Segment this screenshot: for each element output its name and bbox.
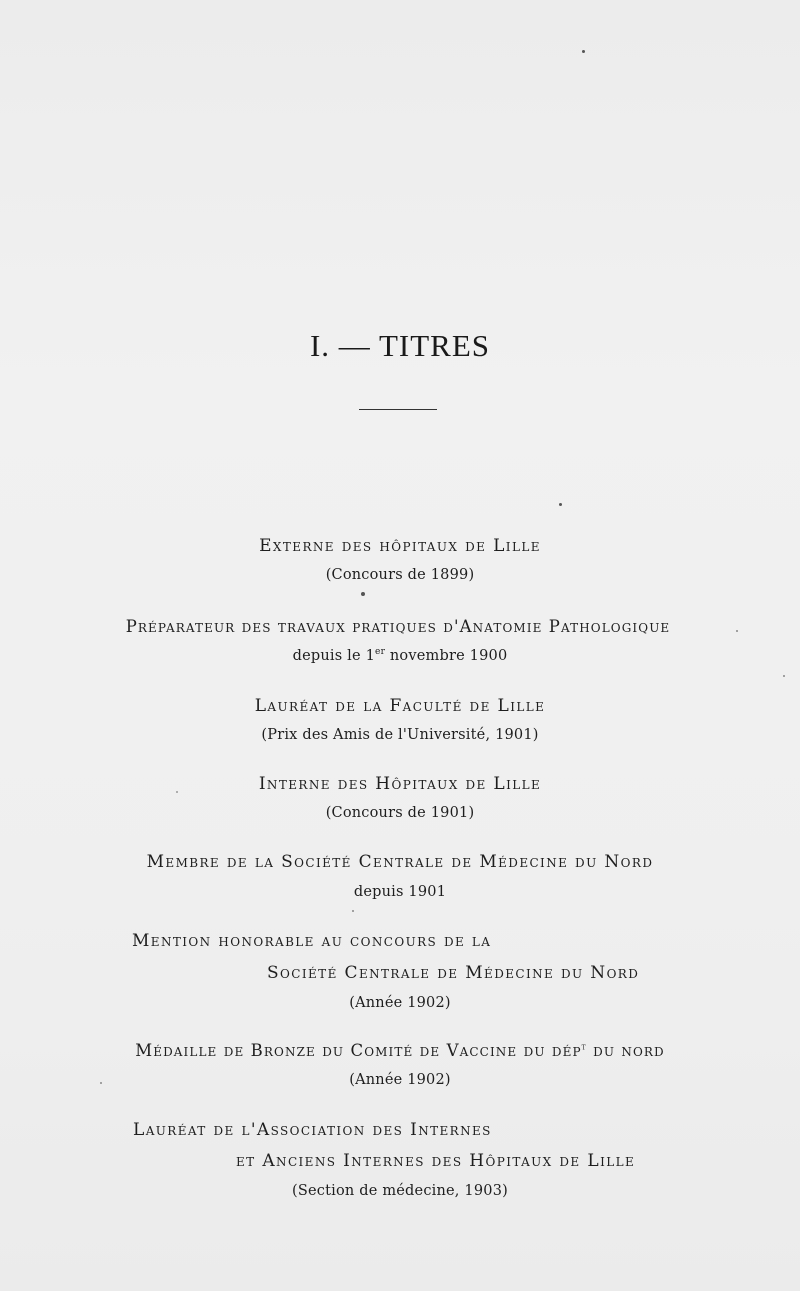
paper-speck xyxy=(361,592,365,596)
entry-detail: depuis 1901 xyxy=(353,884,447,900)
entry-title-line1: Mention honorable au concours de la xyxy=(132,931,492,951)
paper-speck xyxy=(100,1082,102,1084)
entry-detail: (Année 1902) xyxy=(349,1072,451,1088)
entry-title: Externe des hôpitaux de Lille xyxy=(259,536,541,556)
paper-speck xyxy=(736,630,738,632)
entry-detail: depuis le 1er novembre 1900 xyxy=(292,647,508,664)
paper-speck xyxy=(582,50,585,53)
entry-title-line2: et Anciens Internes des Hôpitaux de Lille xyxy=(236,1151,636,1171)
entry-title: Lauréat de la Faculté de Lille xyxy=(254,696,546,716)
entry-detail: (Année 1902) xyxy=(349,995,451,1011)
entry-title: Membre de la Société Centrale de Médecine du Nord xyxy=(146,852,654,872)
section-heading: I. — TITRES xyxy=(309,328,491,363)
paper-speck xyxy=(352,910,354,912)
heading-rule xyxy=(359,409,437,410)
entry-title: Interne des Hôpitaux de Lille xyxy=(258,774,542,794)
entry-detail: (Section de médecine, 1903) xyxy=(292,1183,508,1199)
entry-title: Médaille de Bronze du Comité de Vaccine du dép$^t$ du nord xyxy=(135,1041,665,1060)
paper-speck xyxy=(176,791,178,793)
entry-detail: (Concours de 1901) xyxy=(325,805,475,821)
entry-title-line1: Lauréat de l'Association des Internes xyxy=(133,1120,492,1140)
paper-speck xyxy=(783,675,785,677)
entry-detail: (Prix des Amis de l'Université, 1901) xyxy=(261,727,539,743)
paper-speck xyxy=(559,503,562,506)
entry-title: Préparateur des travaux pratiques d'Anatomie Pathologique xyxy=(125,617,671,636)
entry-title-line2: Société Centrale de Médecine du Nord xyxy=(267,963,640,983)
entry-detail: (Concours de 1899) xyxy=(325,567,475,583)
